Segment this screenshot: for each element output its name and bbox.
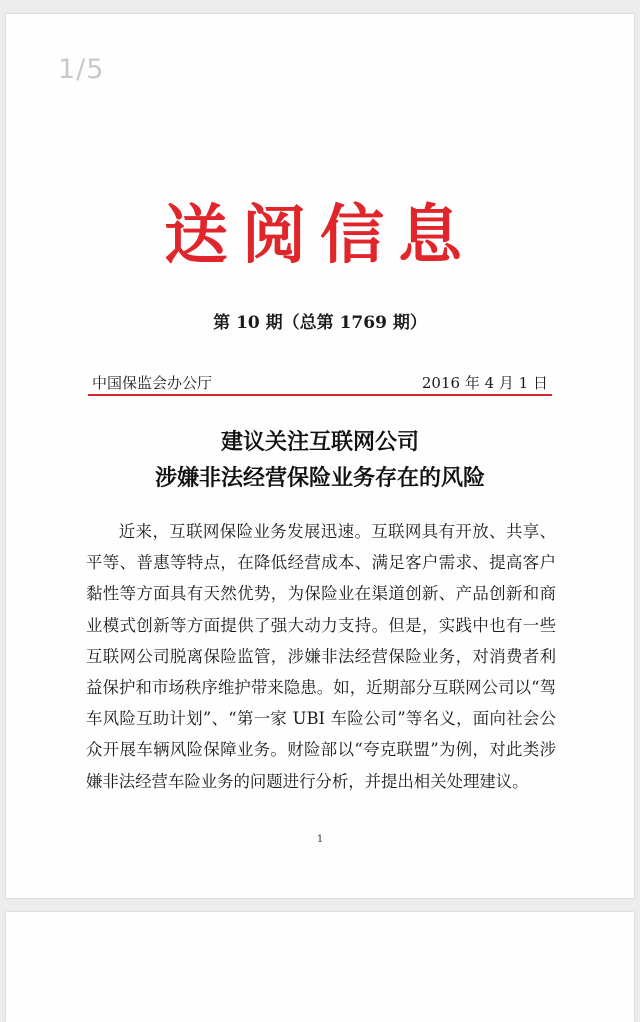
issuer-name: 中国保监会办公厅 [92, 374, 213, 392]
page-number: 1 [316, 834, 324, 845]
article-title-line-2: 涉嫌非法经营保险业务存在的风险 [154, 465, 485, 491]
issuer-date-row [92, 372, 548, 393]
article-body: 近来，互联网保险业务发展迅速。互联网具有开放、共享、平等、普惠等特点，在降低经营成本、满足客户需求、提高客户黏性等方面具有天然优势，为保险业在渠道创新、产品创新和商业模式创新等方面提供了强大动力支持。但是，实践中也有一些互联网公司脱离保险监管，涉嫌非法经营保险业务，对消费者利益保护和市场秩序维护带来隐患。如，近期部分互联网公司以“驾车风险互助计划”、“第一家 UBI 车险公司”等名义，面向社会公众开展车辆风险保障业务。财险部以“夸克联盟”为例，对此类涉嫌非法经营车险业务的问题进行分析，并提出相关处理建议。 [86, 522, 556, 791]
issue-date: 2016 年 4 月 1 日 [421, 374, 548, 392]
article-title [0, 424, 640, 496]
masthead-title: 送阅信息 [164, 198, 476, 273]
document-page-2[interactable] [6, 912, 634, 1022]
issue-number: 第 10 期（总第 1769 期） [213, 313, 427, 333]
red-divider [88, 394, 552, 396]
page-counter: 1/5 [58, 54, 105, 85]
article-title-line-1: 建议关注互联网公司 [220, 429, 419, 455]
